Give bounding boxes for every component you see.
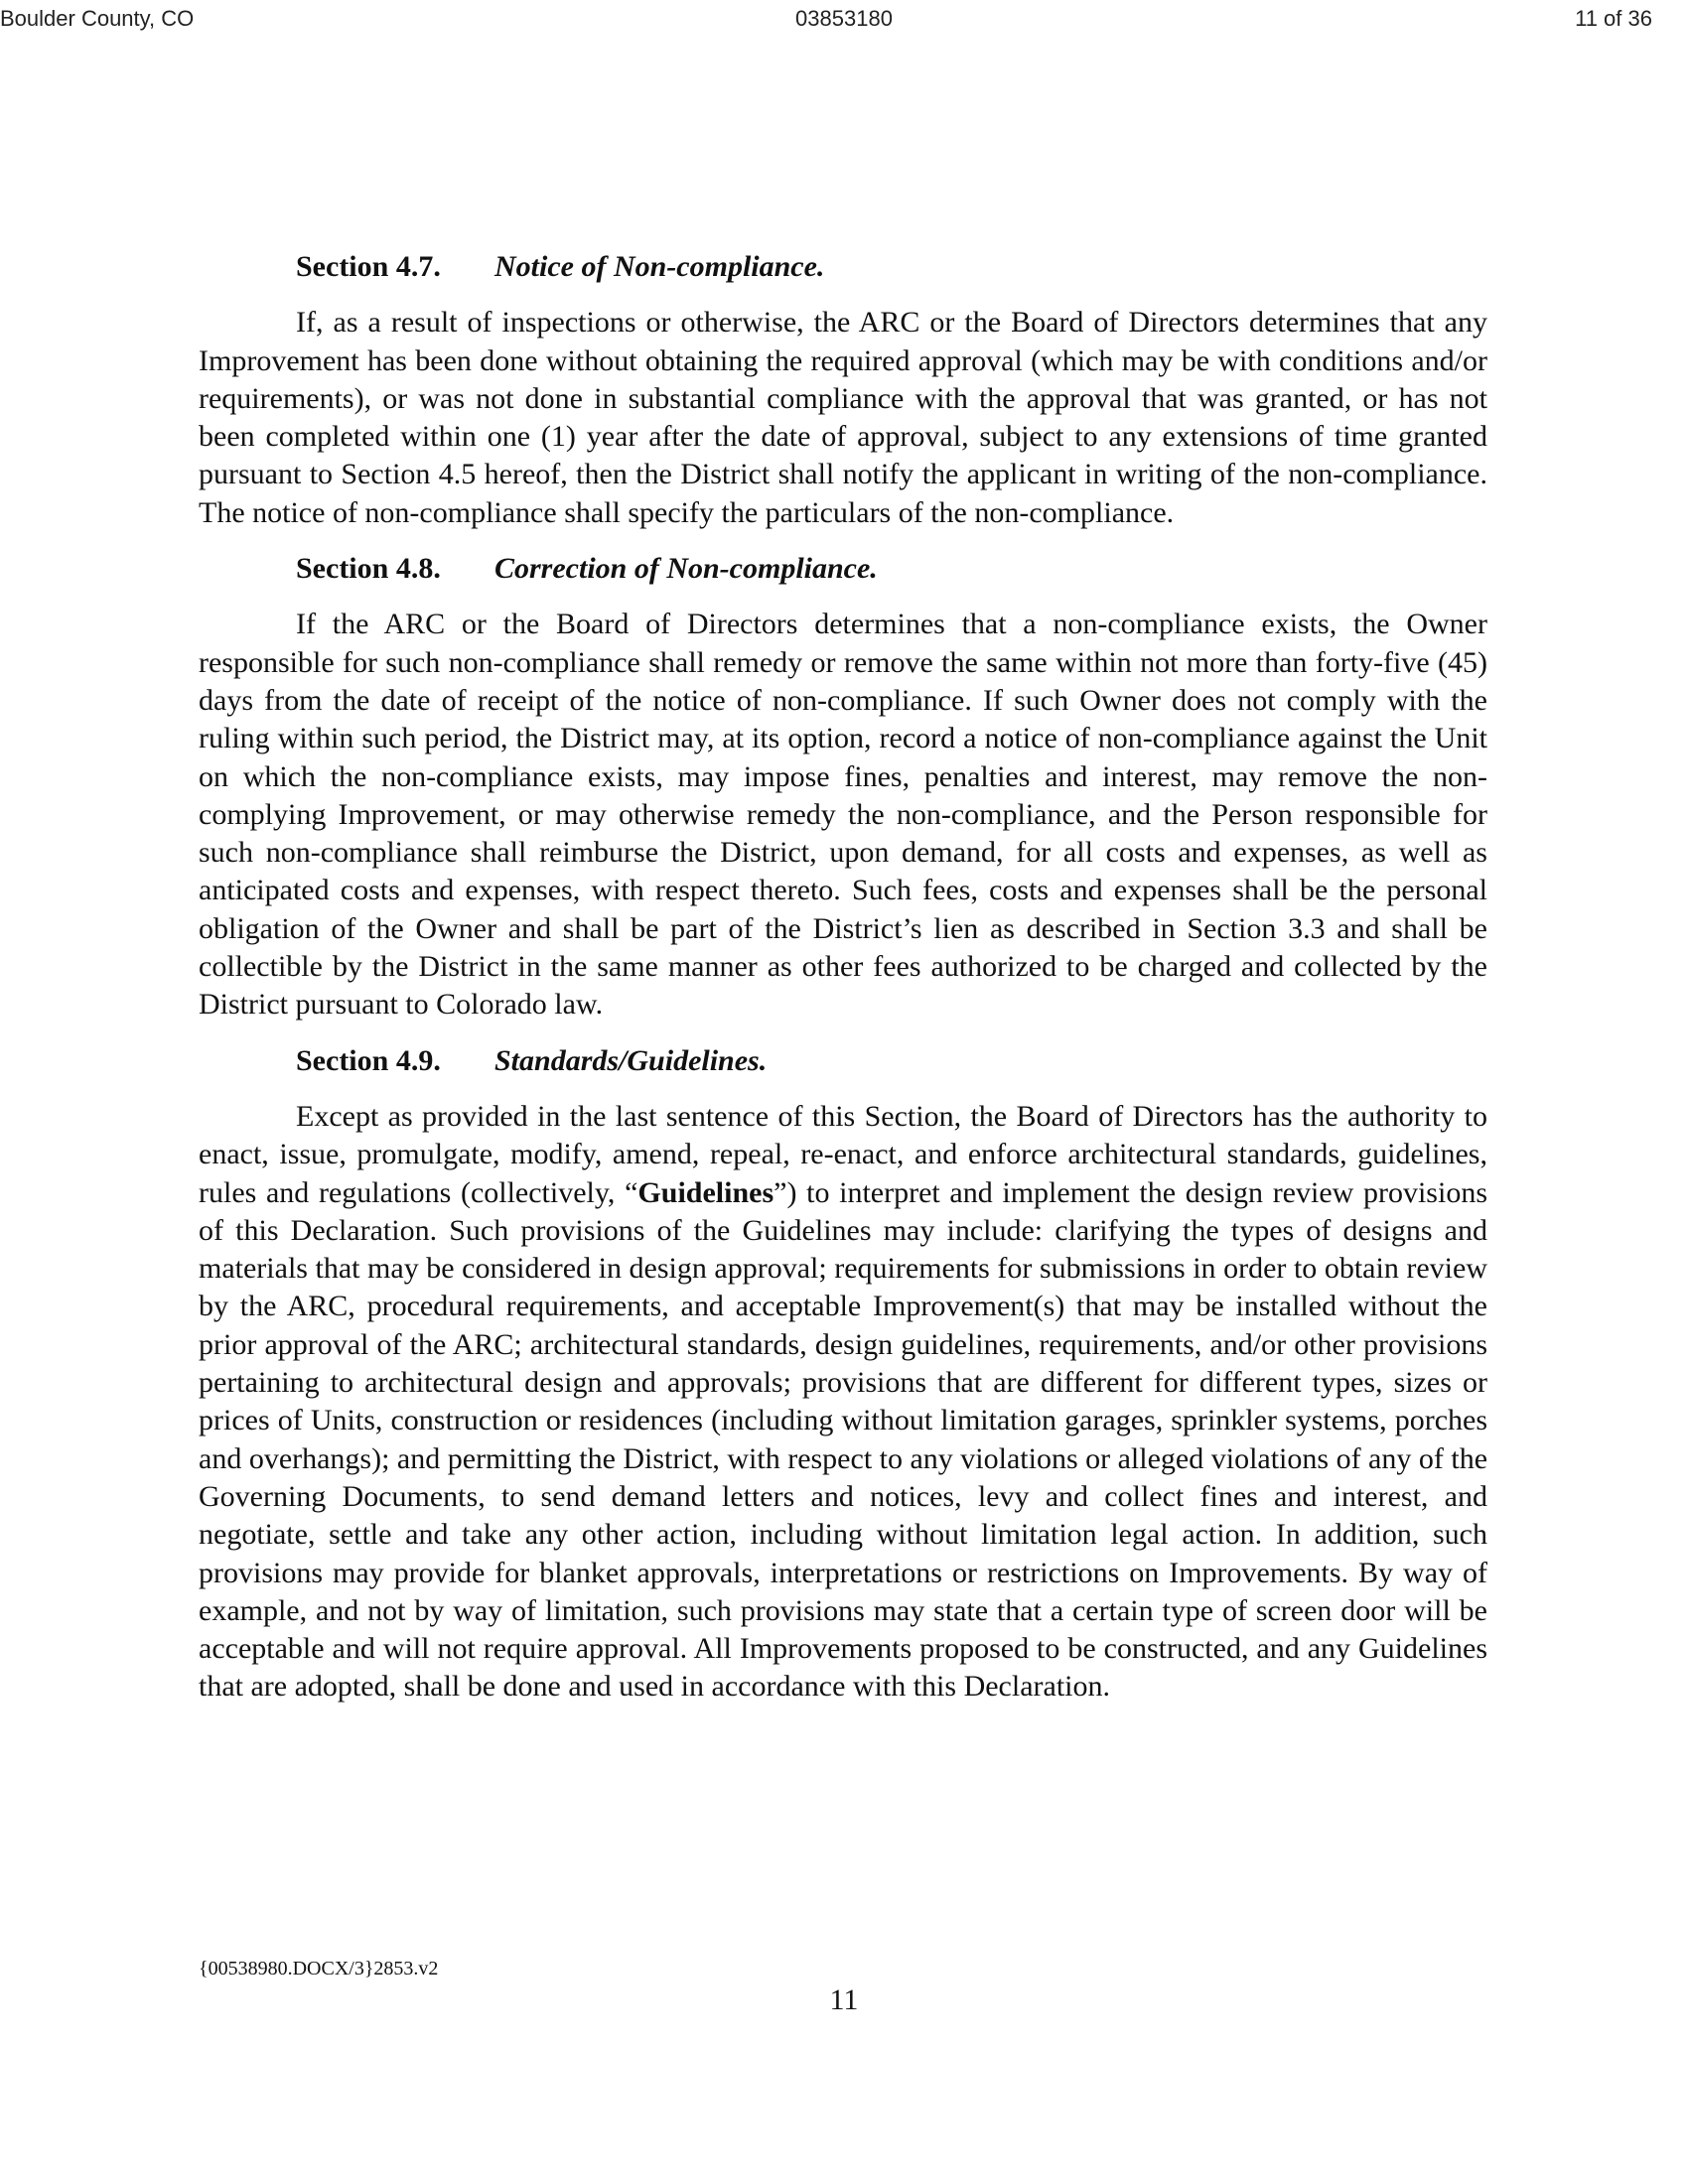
paragraph-text-start: Except as provided in the last sentence of this Section, the Board of Directors has the authority to enact, issue, promulgate, modify, amend, repeal, re-enact, and enforce architectural standards, guidelines, rules and regulations (collectively, “	[199, 1099, 1487, 1209]
document-code: {00538980.DOCX/3}2853.v2	[199, 1958, 439, 1979]
defined-term-guidelines: Guidelines	[637, 1175, 774, 1209]
section-4-7-heading	[199, 248, 1487, 286]
page-number: 11	[829, 1983, 859, 2016]
section-4-8-heading	[199, 550, 1487, 588]
document-body	[199, 248, 1487, 1724]
paragraph-text-end: ”) to interpret and implement the design review provisions of this Declaration. Such provisions of the Guidelines may include: clarifying the types of designs and materials that may be considered in design approval; requirements for submissions in order to obtain review by the ARC, procedural requirements, and acceptable Improvement(s) that may be installed without the prior approval of the ARC; architectural standards, design guidelines, requirements, and/or other provisions pertaining to architectural design and approvals; provisions that are different for different types, sizes or prices of Units, construction or residences (including without limitation garages, sprinkler systems, porches and overhangs); and permitting the District, with respect to any violations or alleged violations of any of the Governing Documents, to send demand letters and notices, levy and collect fines and interest, and negotiate, settle and take any other action, including without limitation legal action. In addition, such provisions may provide for blanket approvals, interpretations or restrictions on Improvements. By way of example, and not by way of limitation, such provisions may state that a certain type of screen door will be acceptable and will not require approval. All Improvements proposed to be constructed, and any Guidelines that are adopted, shall be done and used in accordance with this Declaration.	[199, 1175, 1488, 1704]
section-4-8-paragraph: If the ARC or the Board of Directors determines that a non-compliance exists, the Owner responsible for such non-compliance shall remedy or remove the same within not more than forty-five (45) days from the date of receipt of the notice of non-compliance. If such Owner does not comply with the ruling within such period, the District may, at its option, record a notice of non-compliance against the Unit on which the non-compliance exists, may impose fines, penalties and interest, may remove the non-complying Improvement, or may otherwise remedy the non-compliance, and the Person responsible for such non-compliance shall reimburse the District, upon demand, for all costs and expenses, as well as anticipated costs and expenses, with respect thereto. Such fees, costs and expenses shall be the personal obligation of the Owner and shall be part of the District’s lien as described in Section 3.3 and shall be collectible by the District in the same manner as other fees authorized to be charged and collected by the District pursuant to Colorado law.	[199, 608, 1487, 1022]
page-of-count: 11 of 36	[1575, 6, 1652, 31]
section-4-9-paragraph	[199, 1098, 1487, 1706]
section-number: Section 4.9.	[296, 1043, 441, 1077]
page-header	[0, 6, 1688, 36]
section-title: Standards/Guidelines.	[494, 1043, 768, 1077]
reception-number: 03853180	[795, 6, 893, 31]
section-title: Notice of Non-compliance.	[494, 250, 825, 283]
section-4-9-heading	[199, 1042, 1487, 1080]
section-4-7-paragraph: If, as a result of inspections or otherwise, the ARC or the Board of Directors determines that any Improvement has been done without obtaining the required approval (which may be with conditions and/or requirements), or was not done in substantial compliance with the approval that was granted, or has not been completed within one (1) year after the date of approval, subject to any extensions of time granted pursuant to Section 4.5 hereof, then the District shall notify the applicant in writing of the non-compliance. The notice of non-compliance shall specify the particulars of the non-compliance.	[199, 306, 1487, 529]
section-number: Section 4.7.	[296, 250, 441, 283]
section-number: Section 4.8.	[296, 552, 441, 586]
county-label: Boulder County, CO	[0, 6, 195, 31]
section-title: Correction of Non-compliance.	[494, 552, 878, 586]
